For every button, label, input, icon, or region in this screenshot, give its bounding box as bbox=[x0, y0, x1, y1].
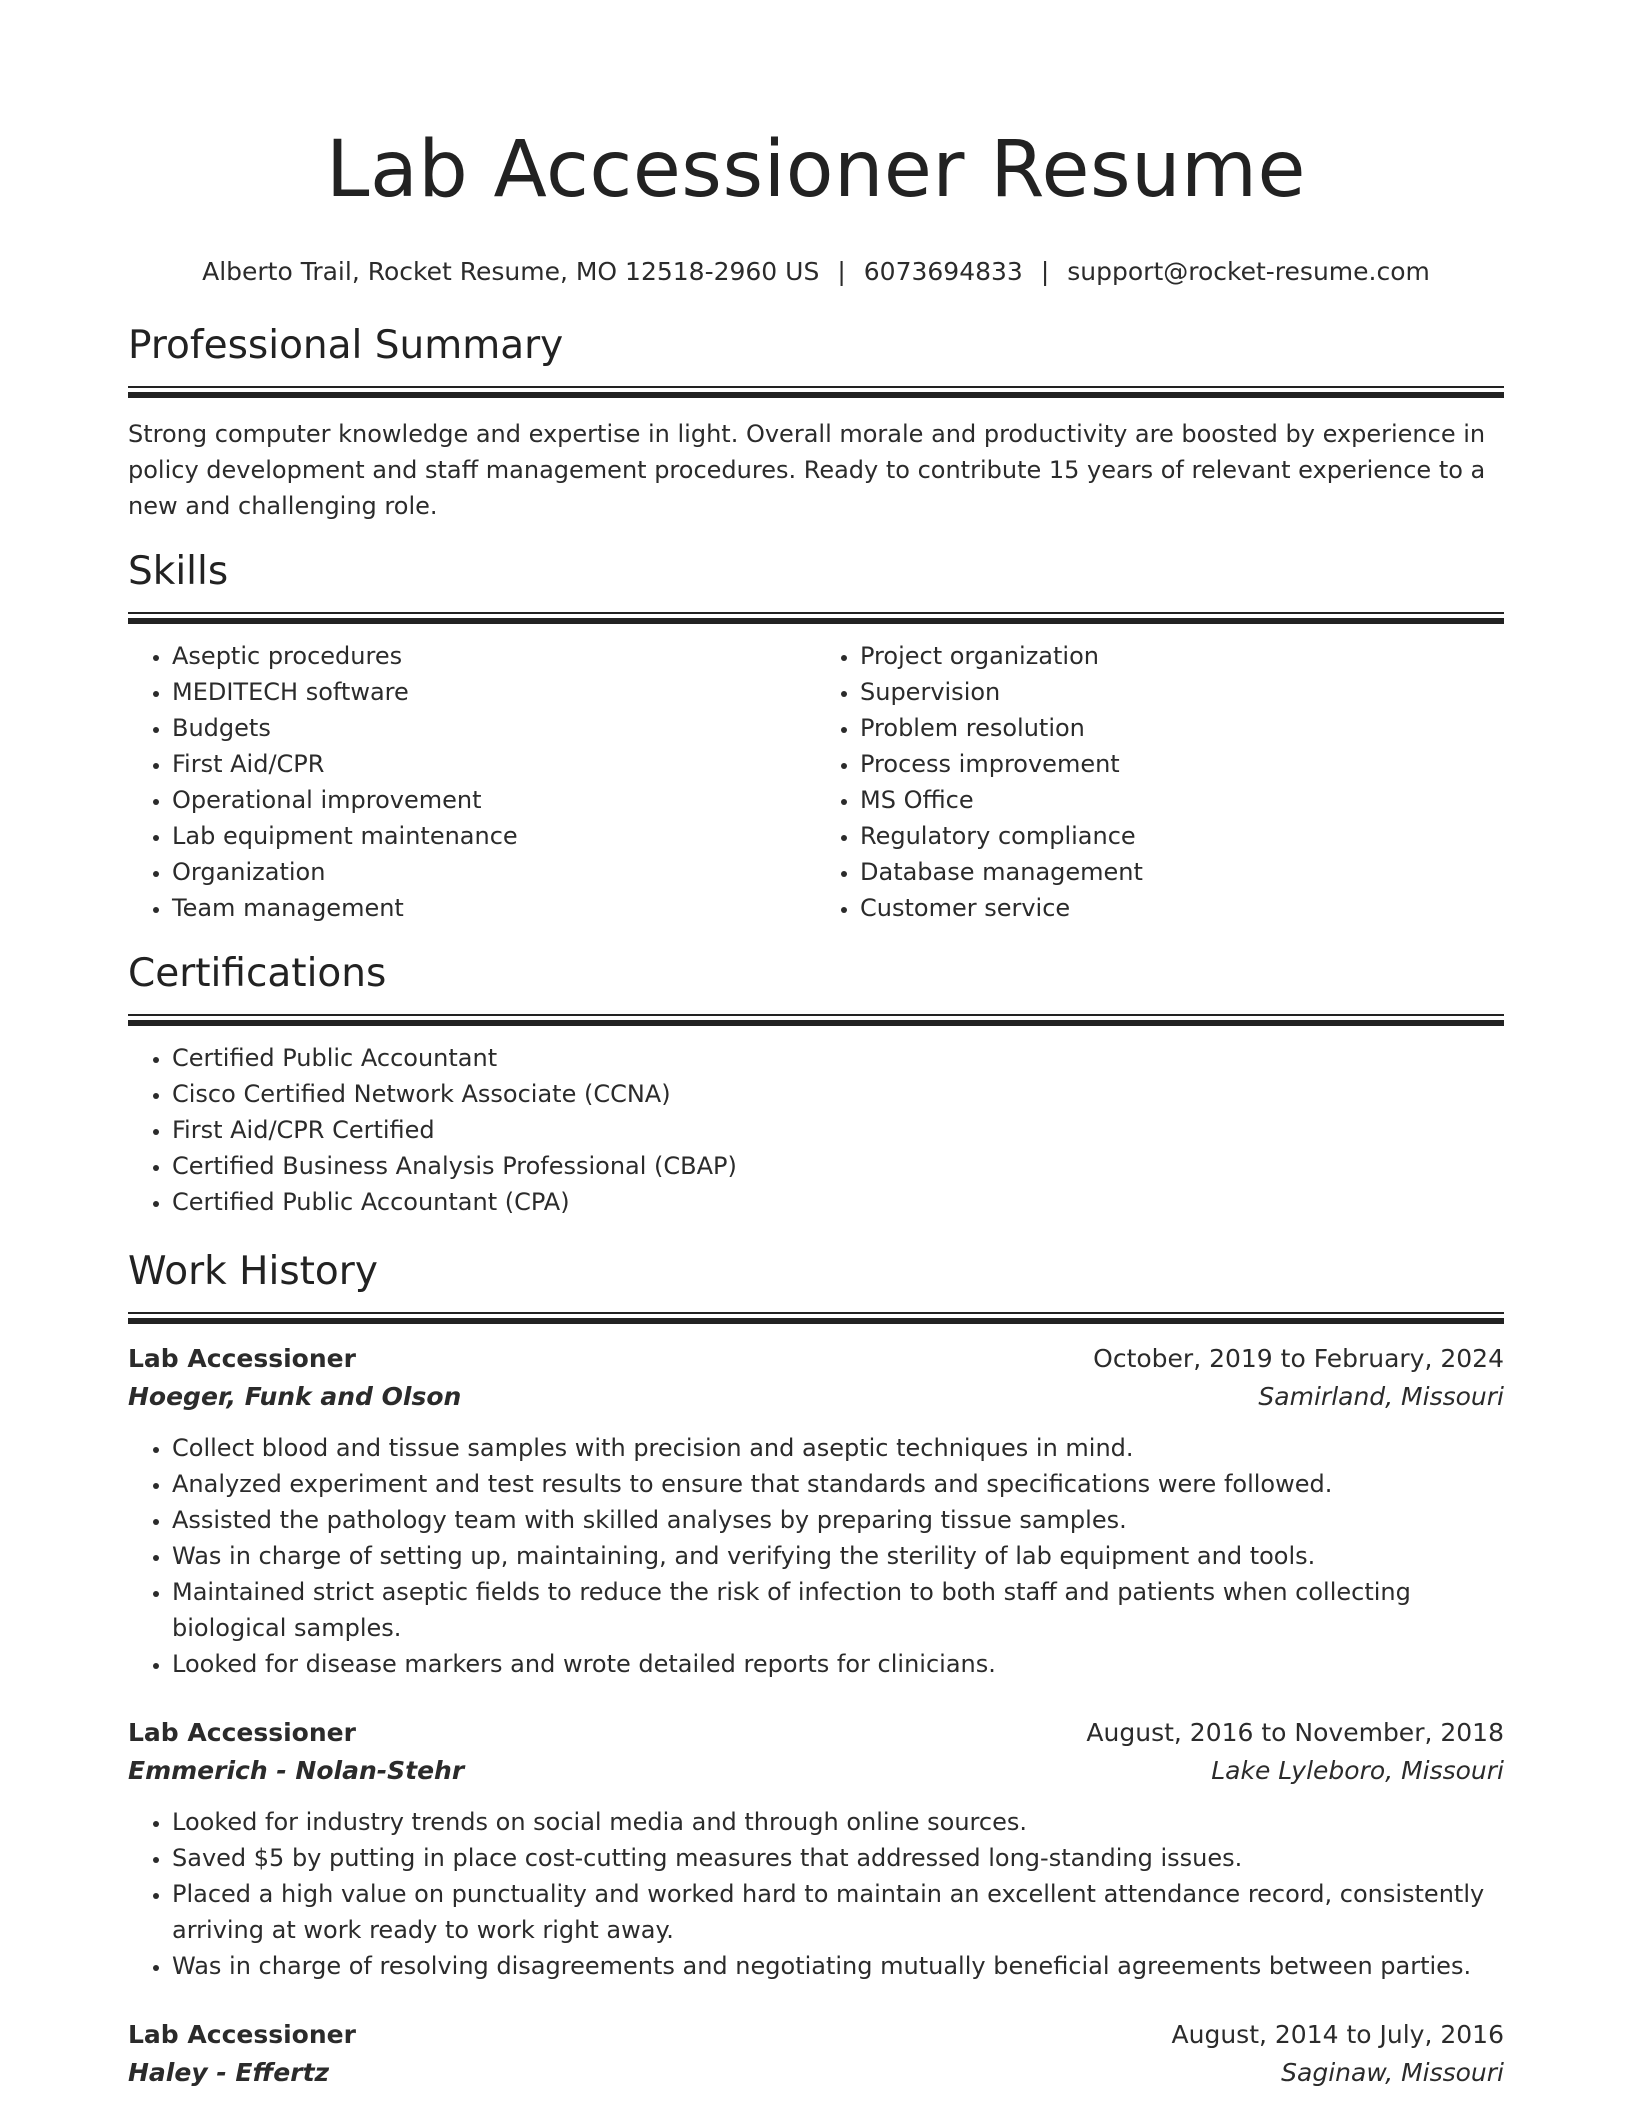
skill-item: • Supervision bbox=[860, 674, 1504, 710]
job-company: Haley - Effertz bbox=[128, 2058, 330, 2087]
skill-item: • Regulatory compliance bbox=[860, 818, 1504, 854]
contact-line bbox=[128, 254, 1504, 290]
skill-item: • Lab equipment maintenance bbox=[172, 818, 816, 854]
job-company-row bbox=[128, 2054, 1504, 2092]
certification-item: • First Aid/CPR Certified bbox=[172, 1112, 1504, 1148]
job-bullets bbox=[128, 1804, 1504, 1984]
certification-item: • Cisco Certified Network Associate (CCNA) bbox=[172, 1076, 1504, 1112]
job-location: Saginaw, Missouri bbox=[1281, 2058, 1504, 2087]
job-bullet: • Maintained strict aseptic fields to reduce the risk of infection to both staff and patients when collecting biological samples. bbox=[172, 1574, 1504, 1646]
job-bullets bbox=[128, 1430, 1504, 1682]
job-dates: August, 2014 to July, 2016 bbox=[1171, 2020, 1504, 2049]
job-bullet: • Saved $5 by putting in place cost-cutting measures that addressed long-standing issues. bbox=[172, 1840, 1504, 1876]
job-header-row bbox=[128, 2016, 1504, 2054]
job-title: Lab Accessioner bbox=[128, 1718, 356, 1747]
skills-list-right bbox=[816, 638, 1504, 926]
job-company-row bbox=[128, 1378, 1504, 1416]
contact-address: Alberto Trail, Rocket Resume, MO 12518-2960 US bbox=[202, 257, 820, 286]
work-history-section bbox=[128, 1246, 1504, 2092]
job-entry bbox=[128, 2016, 1504, 2092]
section-divider bbox=[128, 612, 1504, 624]
job-bullet: • Assisted the pathology team with skilled analyses by preparing tissue samples. bbox=[172, 1502, 1504, 1538]
skills-columns bbox=[128, 638, 1504, 926]
summary-section bbox=[128, 320, 1504, 524]
job-bullet: • Collect blood and tissue samples with precision and aseptic techniques in mind. bbox=[172, 1430, 1504, 1466]
job-company: Hoeger, Funk and Olson bbox=[128, 1382, 462, 1411]
skills-list-left bbox=[128, 638, 816, 926]
skill-item: • Project organization bbox=[860, 638, 1504, 674]
contact-separator: | bbox=[837, 257, 846, 286]
skill-item: • Customer service bbox=[860, 890, 1504, 926]
job-bullet: • Was in charge of resolving disagreements and negotiating mutually beneficial agreements between parties. bbox=[172, 1948, 1504, 1984]
job-bullet: • Analyzed experiment and test results to ensure that standards and specifications were followed. bbox=[172, 1466, 1504, 1502]
certifications-list bbox=[128, 1040, 1504, 1220]
job-company: Emmerich - Nolan-Stehr bbox=[128, 1756, 465, 1785]
section-divider bbox=[128, 1312, 1504, 1324]
work-history-heading: Work History bbox=[128, 1249, 378, 1294]
job-dates: October, 2019 to February, 2024 bbox=[1093, 1344, 1504, 1373]
summary-text: Strong computer knowledge and expertise in light. Overall morale and productivity are boosted by experience in policy development and staff management procedures. Ready to contribute 15 years of relevant experience to a new and challenging role. bbox=[128, 420, 1486, 520]
skills-heading: Skills bbox=[128, 549, 229, 594]
skill-item: • MS Office bbox=[860, 782, 1504, 818]
job-bullet: • Looked for industry trends on social media and through online sources. bbox=[172, 1804, 1504, 1840]
skill-item: • MEDITECH software bbox=[172, 674, 816, 710]
job-dates: August, 2016 to November, 2018 bbox=[1086, 1718, 1504, 1747]
certification-item: • Certified Public Accountant bbox=[172, 1040, 1504, 1076]
section-divider bbox=[128, 386, 1504, 398]
job-title: Lab Accessioner bbox=[128, 2020, 356, 2049]
skill-item: • Organization bbox=[172, 854, 816, 890]
skill-item: • Database management bbox=[860, 854, 1504, 890]
job-bullet: • Placed a high value on punctuality and worked hard to maintain an excellent attendance record, consistently arriving at work ready to work right away. bbox=[172, 1876, 1504, 1948]
section-divider bbox=[128, 1014, 1504, 1026]
job-bullet: • Was in charge of setting up, maintaining, and verifying the sterility of lab equipment and tools. bbox=[172, 1538, 1504, 1574]
skill-item: • Operational improvement bbox=[172, 782, 816, 818]
certification-item: • Certified Public Accountant (CPA) bbox=[172, 1184, 1504, 1220]
contact-separator: | bbox=[1040, 257, 1050, 286]
job-entry bbox=[128, 1714, 1504, 1984]
certifications-heading: Certifications bbox=[128, 951, 387, 996]
certifications-section bbox=[128, 948, 1504, 1220]
skill-item: • Problem resolution bbox=[860, 710, 1504, 746]
contact-email: support@rocket-resume.com bbox=[1067, 257, 1430, 286]
job-company-row bbox=[128, 1752, 1504, 1790]
job-location: Lake Lyleboro, Missouri bbox=[1211, 1756, 1504, 1785]
skills-section bbox=[128, 546, 1504, 926]
job-entry bbox=[128, 1340, 1504, 1682]
job-header-row bbox=[128, 1340, 1504, 1378]
job-bullet: • Looked for disease markers and wrote detailed reports for clinicians. bbox=[172, 1646, 1504, 1682]
contact-phone: 6073694833 bbox=[863, 257, 1023, 286]
skill-item: • Aseptic procedures bbox=[172, 638, 816, 674]
skill-item: • Budgets bbox=[172, 710, 816, 746]
certification-item: • Certified Business Analysis Professional (CBAP) bbox=[172, 1148, 1504, 1184]
job-location: Samirland, Missouri bbox=[1258, 1382, 1504, 1411]
skill-item: • Team management bbox=[172, 890, 816, 926]
page-title: Lab Accessioner Resume bbox=[326, 125, 1306, 215]
job-title: Lab Accessioner bbox=[128, 1344, 356, 1373]
skill-item: • First Aid/CPR bbox=[172, 746, 816, 782]
skill-item: • Process improvement bbox=[860, 746, 1504, 782]
summary-heading: Professional Summary bbox=[128, 323, 564, 368]
job-header-row bbox=[128, 1714, 1504, 1752]
